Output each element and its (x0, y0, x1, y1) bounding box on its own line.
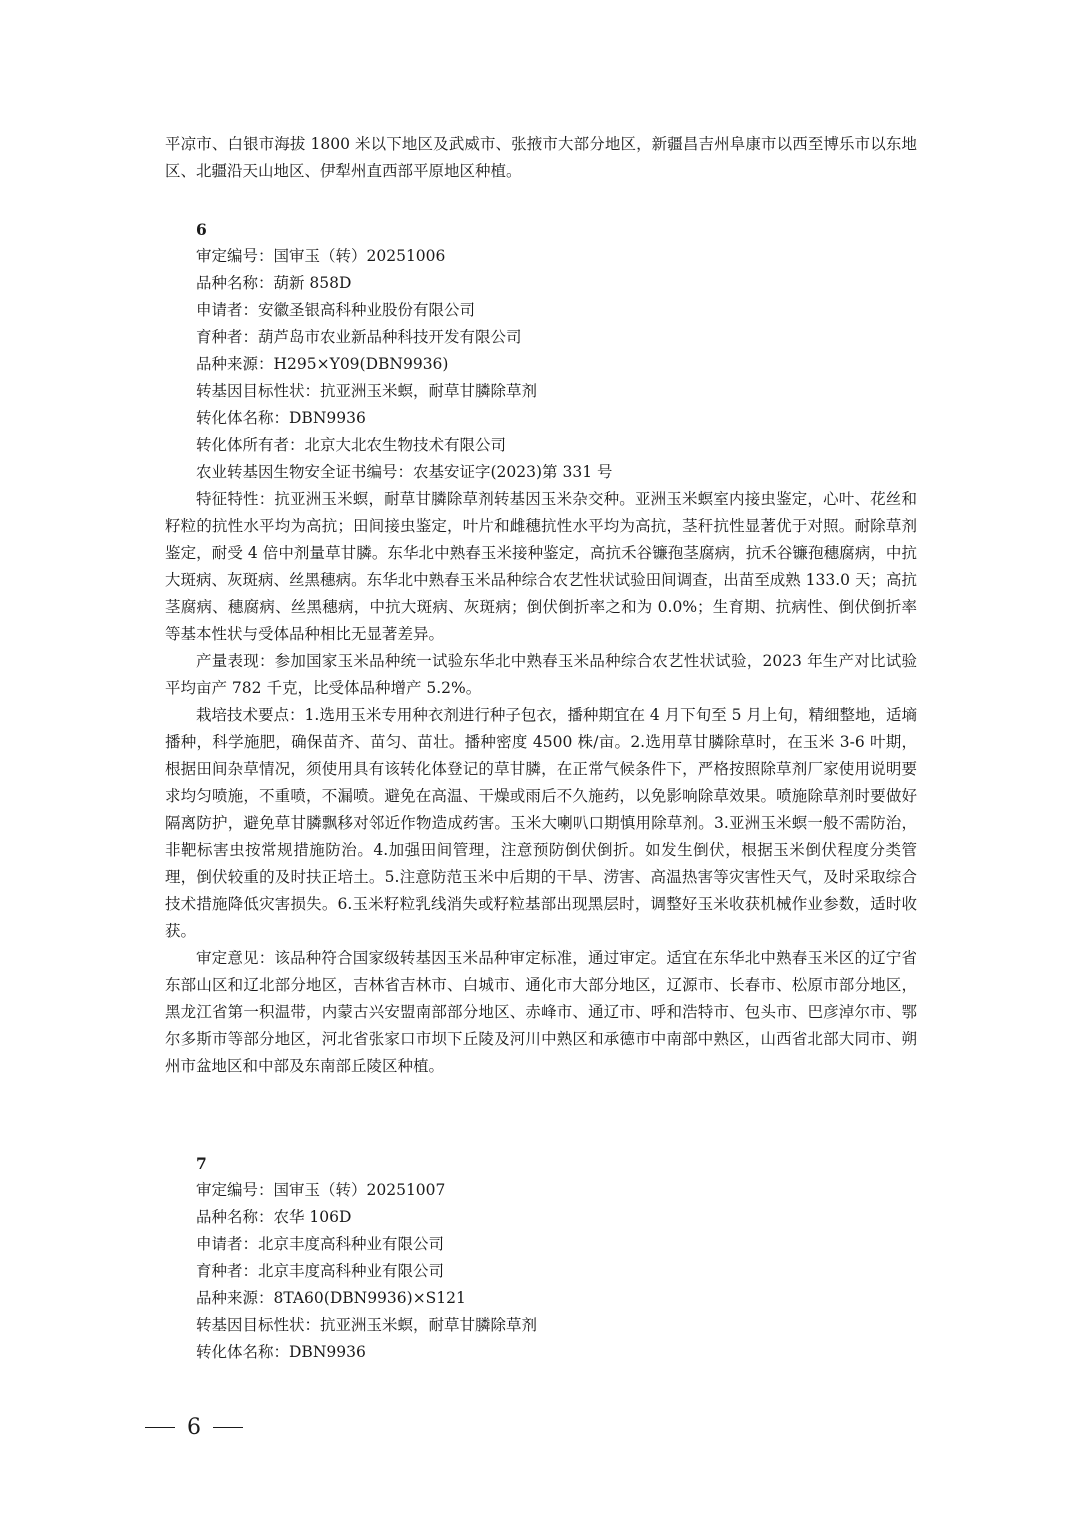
approval-number: 审定编号：国审玉（转）20251007 (196, 1181, 446, 1199)
variety-name: 品种名称：葫新 858D (196, 274, 352, 292)
page-footer (145, 1412, 243, 1442)
event-owner: 转化体所有者：北京大北农生物技术有限公司 (196, 436, 507, 454)
variety-source: 品种来源：8TA60(DBN9936)×S121 (196, 1289, 466, 1307)
yield-paragraph: 产量表现：参加国家玉米品种统一试验东华北中熟春玉米品种综合农艺性状试验，2023 年生产对比试验平均亩产 782 千克，比受体品种增产 5.2%。 (165, 652, 917, 697)
variety-name: 品种名称：农华 106D (196, 1208, 352, 1226)
cultivation-paragraph: 栽培技术要点：1.选用玉米专用种衣剂进行种子包衣，播种期宜在 4 月下旬至 5 月上旬，精细整地，适墒播种，科学施肥，确保苗齐、苗匀、苗壮。播种密度 4500 株/亩。2.选用草甘膦除草时，在玉米 3-6 叶期，根据田间杂草情况，须使用具有该转化体登记的草甘膦，在正常气候条件下，严格按照除草剂厂家使用说明要求均匀喷施，不重喷，不漏喷。避免在高温、干燥或雨后不久施药，以免影响除草效果。喷施除草剂时要做好隔离防护，避免草甘膦飘移对邻近作物造成药害。玉米大喇叭口期慎用除草剂。3.亚洲玉米螟一般不需防治，非靶标害虫按常规措施防治。4.加强田间管理，注意预防倒伏倒折。如发生倒伏，根据玉米倒伏程度分类管理，倒伏较重的及时扶正培土。5.注意防范玉米中后期的干旱、涝害、高温热害等灾害性天气，及时采取综合技术措施降低灾害损失。6.玉米籽粒乳线消失或籽粒基部出现黑层时，调整好玉米收获机械作业参数，适时收获。 (165, 706, 917, 940)
event-name: 转化体名称：DBN9936 (196, 409, 366, 427)
opinion-paragraph: 审定意见：该品种符合国家级转基因玉米品种审定标准，通过审定。适宜在东华北中熟春玉米区的辽宁省东部山区和辽北部分地区，吉林省吉林市、白城市、通化市大部分地区，辽源市、长春市、松原市部分地区，黑龙江省第一积温带，内蒙古兴安盟南部部分地区、赤峰市、通辽市、呼和浩特市、包头市、巴彦淖尔市、鄂尔多斯市等部分地区，河北省张家口市坝下丘陵及河川中熟区和承德市中南部中熟区，山西省北部大同市、朔州市盆地区和中部及东南部丘陵区种植。 (165, 949, 917, 1075)
event-name: 转化体名称：DBN9936 (196, 1343, 366, 1361)
entry-number: 7 (196, 1154, 207, 1173)
applicant: 申请者：安徽圣银高科种业股份有限公司 (196, 301, 476, 319)
entry-7 (165, 1150, 917, 1366)
footer-dash-right (213, 1427, 243, 1428)
target-trait: 转基因目标性状：抗亚洲玉米螟，耐草甘膦除草剂 (196, 1316, 538, 1334)
footer-dash-left (145, 1427, 175, 1428)
approval-number: 审定编号：国审玉（转）20251006 (196, 247, 446, 265)
safety-certificate: 农业转基因生物安全证书编号：农基安证字(2023)第 331 号 (196, 463, 613, 481)
entry-number: 6 (196, 220, 207, 239)
applicant: 申请者：北京丰度高科种业有限公司 (196, 1235, 445, 1253)
page-number: 6 (187, 1414, 201, 1440)
breeder: 育种者：葫芦岛市农业新品种科技开发有限公司 (196, 328, 522, 346)
entry-6 (165, 216, 917, 1080)
intro-block (165, 131, 917, 185)
target-trait: 转基因目标性状：抗亚洲玉米螟，耐草甘膦除草剂 (196, 382, 538, 400)
intro-paragraph: 平凉市、白银市海拔 1800 米以下地区及武威市、张掖市大部分地区，新疆昌吉州阜康市以西至博乐市以东地区、北疆沿天山地区、伊犁州直西部平原地区种植。 (165, 135, 917, 180)
variety-source: 品种来源：H295×Y09(DBN9936) (196, 355, 449, 373)
breeder: 育种者：北京丰度高科种业有限公司 (196, 1262, 445, 1280)
characteristics-paragraph: 特征特性：抗亚洲玉米螟，耐草甘膦除草剂转基因玉米杂交种。亚洲玉米螟室内接虫鉴定，心叶、花丝和籽粒的抗性水平均为高抗；田间接虫鉴定，叶片和雌穗抗性水平均为高抗，茎秆抗性显著优于对照。耐除草剂鉴定，耐受 4 倍中剂量草甘膦。东华北中熟春玉米接种鉴定，高抗禾谷镰孢茎腐病，抗禾谷镰孢穗腐病，中抗大斑病、灰斑病、丝黑穗病。东华北中熟春玉米品种综合农艺性状试验田间调查，出苗至成熟 133.0 天；高抗茎腐病、穗腐病、丝黑穗病，中抗大斑病、灰斑病；倒伏倒折率之和为 0.0%；生育期、抗病性、倒伏倒折率等基本性状与受体品种相比无显著差异。 (165, 490, 917, 643)
